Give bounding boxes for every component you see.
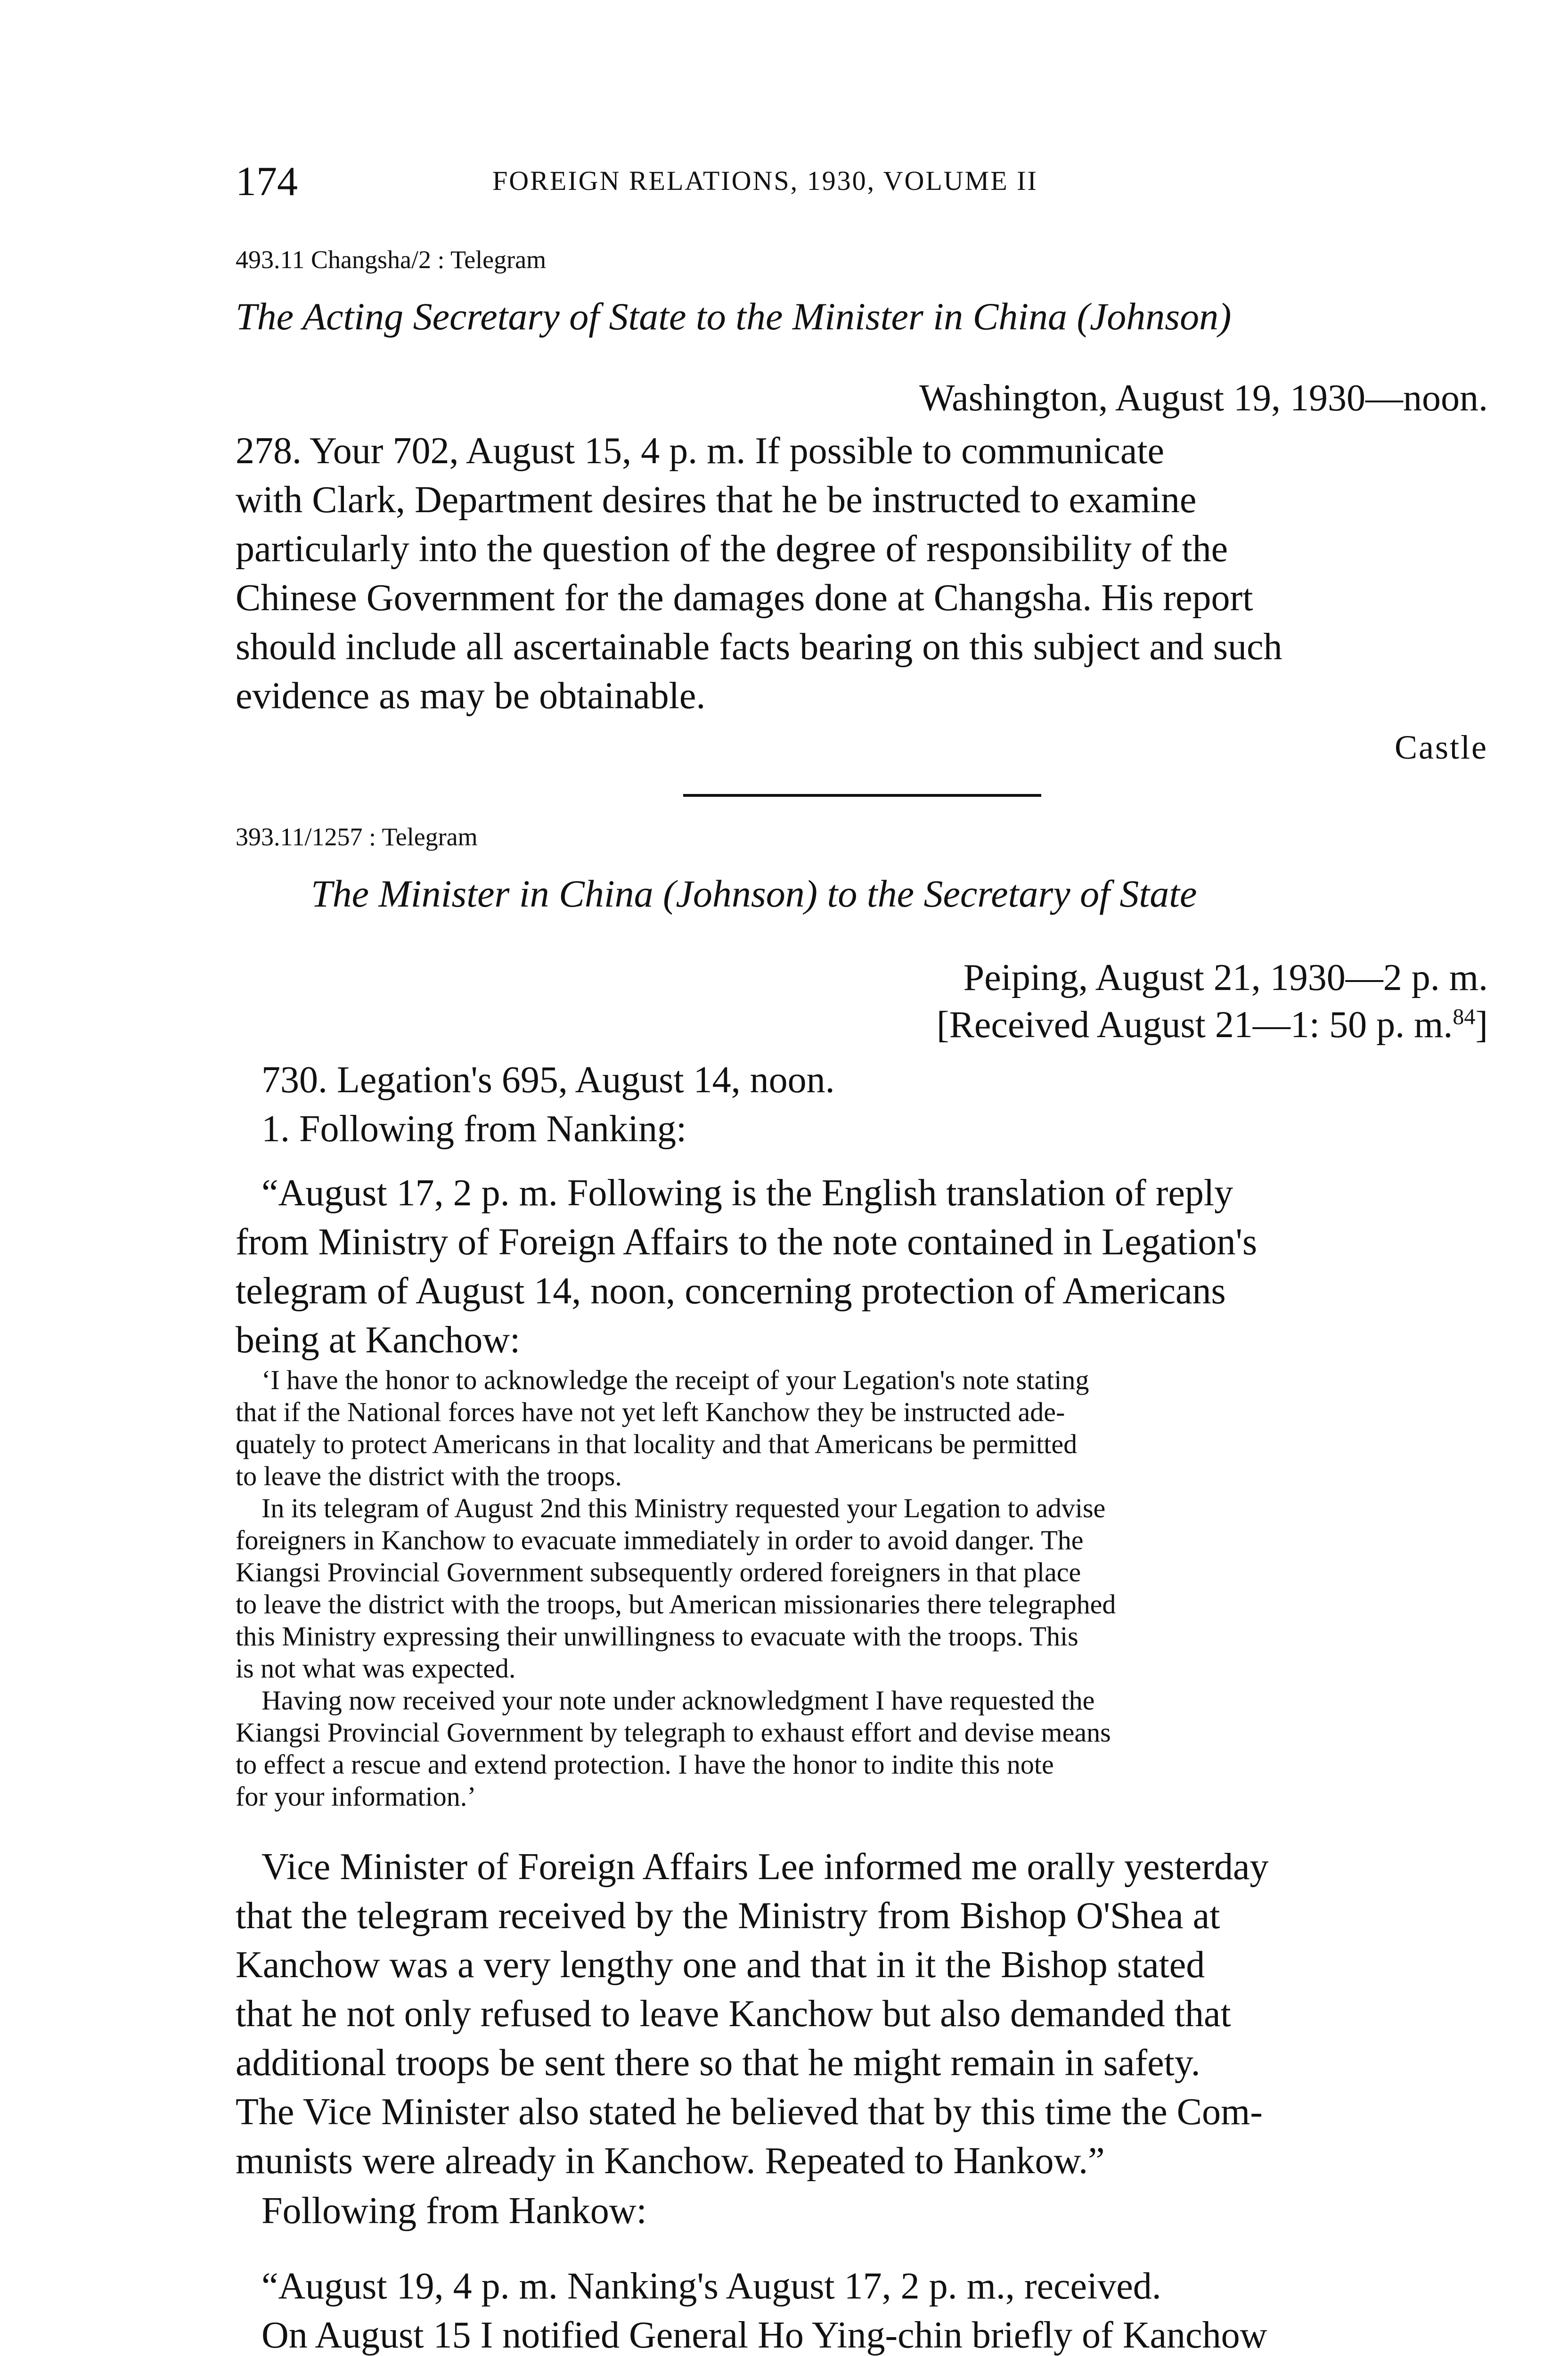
- hankow-intro: Following from Hankow:: [261, 2190, 647, 2232]
- text-line: to leave the district with the troops.: [236, 1461, 622, 1491]
- text-line: Vice Minister of Foreign Affairs Lee informed me orally yesterday: [261, 1846, 1269, 1888]
- footnote-marker-ref: 84: [1453, 1004, 1476, 1030]
- document-heading-2: The Minister in China (Johnson) to the Secretary of State: [311, 872, 1197, 915]
- text-line: quately to protect Americans in that locality and that Americans be permitted: [236, 1429, 1078, 1459]
- received-line: [937, 1004, 1488, 1047]
- text-line: ‘I have the honor to acknowledge the receipt of your Legation's note stating: [261, 1365, 1089, 1395]
- text-line: 730. Legation's 695, August 14, noon.: [261, 1059, 835, 1101]
- text-line: to effect a rescue and extend protection. I have the honor to indite this note: [236, 1749, 1054, 1780]
- text-line: this Ministry expressing their unwillingness to evacuate with the troops. This: [236, 1621, 1078, 1652]
- vice-minister-paragraph: [236, 1842, 1269, 2185]
- paragraph-1: [236, 426, 1490, 720]
- text-line: Kiangsi Provincial Government by telegraph to exhaust effort and devise means: [236, 1717, 1111, 1748]
- received-close: ]: [1475, 1004, 1488, 1046]
- text-line: additional troops be sent there so that he might remain in safety.: [236, 2042, 1200, 2084]
- signature-castle: Castle: [1395, 728, 1488, 766]
- text-line: should include all ascertainable facts bearing on this subject and such: [236, 626, 1282, 668]
- quoted-note-paragraph-1: [236, 1364, 1089, 1492]
- text-line: “August 17, 2 p. m. Following is the English translation of reply: [261, 1172, 1233, 1214]
- page-number: 174: [236, 159, 298, 205]
- text-line: to leave the district with the troops, but American missionaries there telegraphed: [236, 1589, 1116, 1620]
- text-line: In its telegram of August 2nd this Ministry requested your Legation to advise: [261, 1493, 1106, 1523]
- text-line: Chinese Government for the damages done at Changsha. His report: [236, 577, 1253, 619]
- text-line: On August 15 I notified General Ho Ying-chin briefly of Kanchow: [261, 2315, 1267, 2356]
- text-line: is not what was expected.: [236, 1653, 516, 1684]
- running-title: FOREIGN RELATIONS, 1930, VOLUME II: [492, 165, 1038, 196]
- text-line: 278. Your 702, August 15, 4 p. m. If possible to communicate: [236, 430, 1165, 472]
- text-line: Kanchow was a very lengthy one and that in it the Bishop stated: [236, 1944, 1205, 1986]
- section-divider: [683, 794, 1041, 797]
- text-line: that the telegram received by the Ministry from Bishop O'Shea at: [236, 1895, 1220, 1937]
- text-line: “August 19, 4 p. m. Nanking's August 17, 2 p. m., received.: [261, 2266, 1161, 2307]
- file-reference-1: 493.11 Changsha/2 : Telegram: [236, 245, 547, 274]
- hankow-paragraph: [236, 2262, 1280, 2356]
- text-line: telegram of August 14, noon, concerning protection of Americans: [236, 1270, 1226, 1312]
- text-line: evidence as may be obtainable.: [236, 675, 706, 717]
- text-line: Having now received your note under acknowledgment I have requested the: [261, 1685, 1095, 1716]
- quoted-note-paragraph-3: [236, 1685, 1111, 1813]
- text-line: foreigners in Kanchow to evacuate immediately in order to avoid danger. The: [236, 1525, 1084, 1555]
- intro-lines: [261, 1055, 835, 1153]
- dateline-1: Washington, August 19, 1930—noon.: [919, 377, 1488, 419]
- dateline-2: Peiping, August 21, 1930—2 p. m.: [963, 957, 1488, 998]
- text-line: that if the National forces have not yet left Kanchow they be instructed ade-: [236, 1397, 1065, 1427]
- text-line: Kiangsi Provincial Government subsequently ordered foreigners in that place: [236, 1557, 1081, 1587]
- quoted-note-paragraph-2: [236, 1492, 1116, 1685]
- file-reference-2: 393.11/1257 : Telegram: [236, 823, 478, 851]
- text-line: that he not only refused to leave Kanchow but also demanded that: [236, 1993, 1231, 2035]
- text-line: for your information.’: [236, 1781, 476, 1812]
- text-line: from Ministry of Foreign Affairs to the note contained in Legation's: [236, 1221, 1258, 1263]
- document-heading-1: The Acting Secretary of State to the Minister in China (Johnson): [236, 295, 1232, 338]
- received-text: [Received August 21—1: 50 p. m.: [936, 1004, 1453, 1046]
- text-line: particularly into the question of the degree of responsibility of the: [236, 528, 1228, 570]
- quote-paragraph: [236, 1169, 1490, 1365]
- text-line: munists were already in Kanchow. Repeated to Hankow.”: [236, 2140, 1105, 2182]
- text-line: The Vice Minister also stated he believed that by this time the Com-: [236, 2091, 1263, 2133]
- text-line: with Clark, Department desires that he be instructed to examine: [236, 479, 1197, 521]
- text-line: 1. Following from Nanking:: [261, 1108, 687, 1150]
- text-line: being at Kanchow:: [236, 1319, 521, 1361]
